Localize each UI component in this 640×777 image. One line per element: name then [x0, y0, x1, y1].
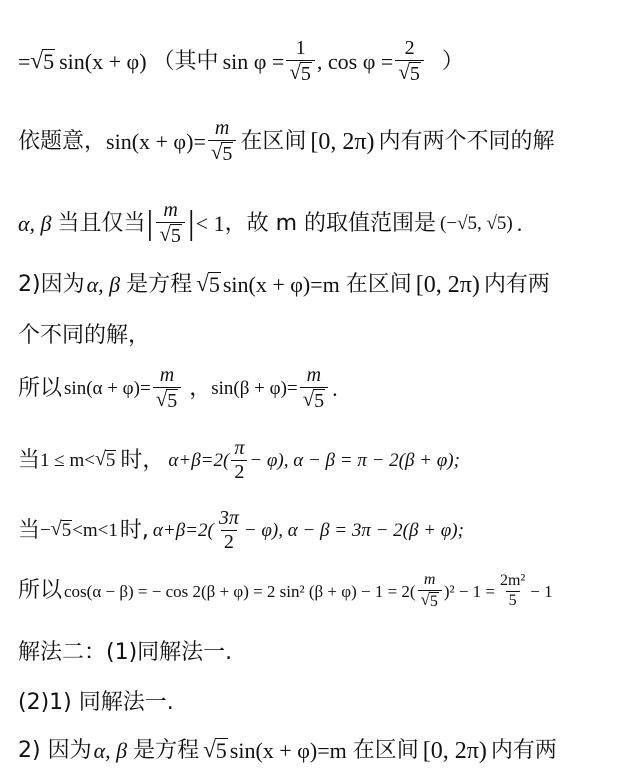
- sin-x-phi: sin(x + φ): [59, 48, 147, 74]
- equation-label: 是方程: [133, 737, 200, 763]
- equation-end: − φ), α − β = 3π − 2(β + φ);: [243, 520, 464, 541]
- equation: sin(x + φ)=m: [222, 271, 340, 297]
- line-4: [18, 272, 550, 297]
- fraction-m-over-sqrt5: m √ 5: [208, 118, 237, 165]
- condition: 1 ≤ m<: [40, 450, 95, 471]
- fraction-3pi-over-2: $\frac{3\pi}{2}$: [218, 507, 239, 553]
- method-two-heading: 解法二：(1)同解法一.: [18, 640, 233, 665]
- therefore-text: 所以: [18, 578, 63, 604]
- condition: <m<1: [72, 520, 118, 541]
- sqrt-5: √ 5: [50, 517, 72, 541]
- alpha-beta: α, β: [93, 737, 128, 763]
- line-7: [18, 438, 460, 483]
- line-3: α, β 当且仅当 | m √ 5 | < 1 ，故 m 的取值范围是 (−√5, √5) .: [18, 199, 523, 247]
- part-2-1-text: (2)1) 同解法一.: [18, 690, 174, 715]
- line-11: [18, 692, 174, 714]
- cropped-top-line: [0, 0, 640, 6]
- line-6: 所以 sin(α + φ)= m √ 5 ， sin(β + φ)= m √ 5 .: [18, 364, 338, 412]
- equals-sign: =: [18, 48, 31, 74]
- equation-start: α+β=2(: [168, 450, 230, 471]
- because-text: 2) 因为: [18, 737, 92, 763]
- sin-x-phi-eq: sin(x + φ)=: [106, 128, 206, 154]
- when-text: 当: [18, 447, 41, 473]
- abs-left: |: [146, 204, 154, 242]
- alpha-beta: α, β: [18, 210, 52, 236]
- less-than-one: < 1: [195, 210, 225, 236]
- line-5: [18, 325, 150, 347]
- note-close: ）: [441, 48, 464, 74]
- condition-minus: −: [40, 520, 51, 541]
- equation: sin(x + φ)=m: [229, 737, 347, 763]
- note-open: （其中: [152, 48, 219, 74]
- interval: [0, 2π): [422, 737, 487, 764]
- interval-label: 在区间: [240, 128, 307, 154]
- cos-phi-label: , cos φ =: [316, 48, 394, 74]
- fraction-m-over-sqrt5-abs: m √ 5: [156, 200, 185, 247]
- two-solutions-text: 内有两: [483, 271, 550, 297]
- two-solutions-text: 内有两个不同的解: [378, 128, 555, 154]
- interval: [0, 2π): [415, 271, 480, 298]
- fraction-m-over-sqrt5: m √ 5: [153, 365, 182, 412]
- sqrt-5: √ 5: [196, 270, 220, 297]
- sin-beta-phi: sin(β + φ)=: [211, 378, 298, 399]
- equation-end: − φ), α − β = π − 2(β + φ);: [249, 450, 460, 471]
- fraction-m-over-sqrt5: m √ 5: [418, 572, 442, 610]
- alpha-beta: α, β: [86, 271, 121, 297]
- range-text: ，故 m 的取值范围是: [224, 210, 437, 236]
- equation-label: 是方程: [126, 271, 193, 297]
- therefore-text: 所以: [18, 375, 63, 401]
- line-1: [18, 38, 464, 85]
- line-8: [18, 508, 464, 553]
- cos-derivation-cont: )² − 1 =: [443, 581, 495, 601]
- sin-alpha-phi: sin(α + φ)=: [64, 378, 151, 399]
- line-9: [18, 572, 553, 610]
- two-solutions-text: 内有两: [490, 737, 557, 763]
- interval-label: 在区间: [345, 271, 412, 297]
- minus-one: − 1: [530, 581, 553, 601]
- sqrt-5: √ 5: [30, 46, 55, 74]
- m-range: (−√5, √5): [440, 213, 513, 234]
- fraction-2m2-over-5: $\frac{\text{2m²}}{5}$: [500, 571, 526, 609]
- sin-phi-label: sin φ =: [222, 48, 285, 74]
- time-text: 时,: [119, 517, 149, 543]
- when-text: 当: [18, 517, 41, 543]
- line-2: [18, 118, 555, 165]
- interval-label: 在区间: [352, 737, 419, 763]
- interval: [0, 2π): [310, 128, 375, 155]
- time-text: 时，: [120, 447, 165, 473]
- line-10: [18, 642, 232, 664]
- sqrt-5: √ 5: [94, 447, 116, 471]
- equation-start: α+β=2(: [152, 520, 214, 541]
- continuation-text: 个不同的解，: [18, 323, 151, 348]
- line-12: [18, 738, 557, 763]
- because-text: 2)因为: [18, 271, 85, 297]
- premise-text: 依题意，: [18, 128, 107, 154]
- cos-derivation: cos(α − β) = − cos 2(β + φ) = 2 sin² (β + φ) − 1 = 2(: [64, 581, 416, 601]
- fraction-pi-over-2: $\frac{\pi}{2}$: [231, 438, 247, 483]
- fraction-1-over-sqrt5: 1 √ 5: [286, 38, 315, 85]
- fraction-m-over-sqrt5: m √ 5: [300, 365, 329, 412]
- abs-right: |: [187, 204, 195, 242]
- fraction-2-over-sqrt5: 2 √ 5: [395, 38, 424, 85]
- sqrt-5: √ 5: [203, 736, 227, 763]
- iff-text: 当且仅当: [57, 210, 146, 236]
